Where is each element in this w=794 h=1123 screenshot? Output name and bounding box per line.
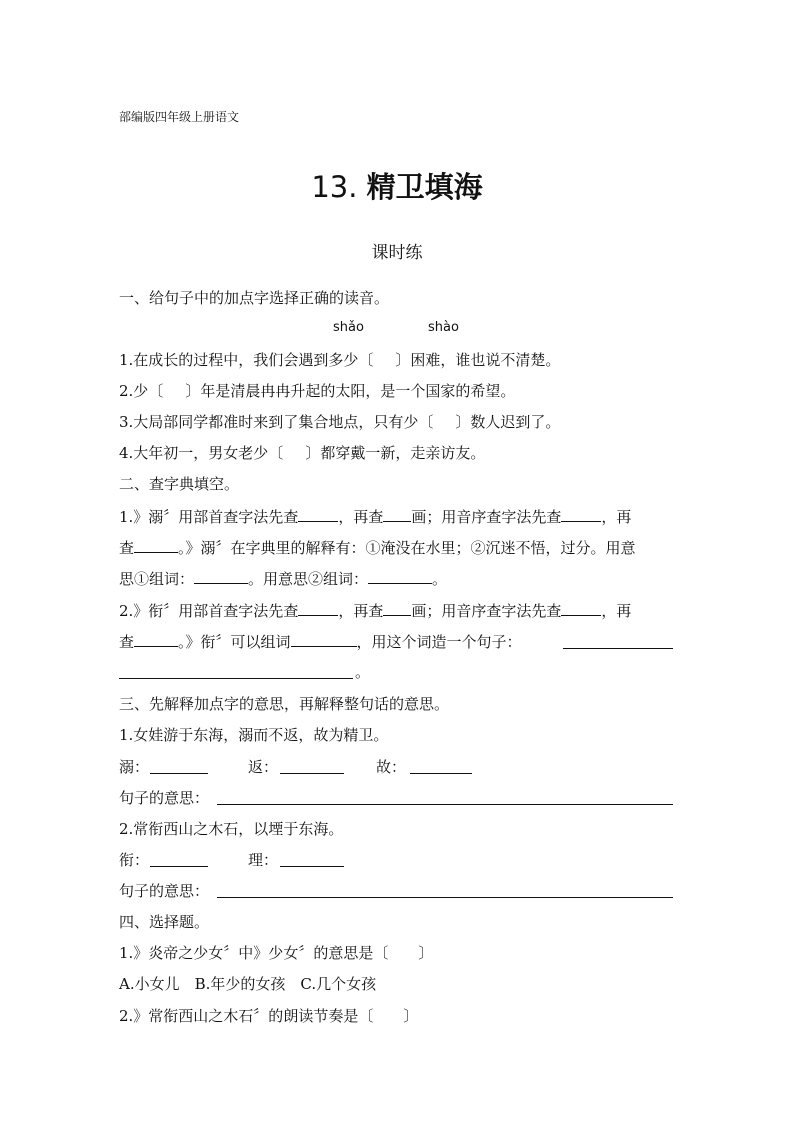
question-text: 〕都穿戴一新，走亲访友。 <box>305 444 486 462</box>
question-text: 画；用音序查字法先查 <box>411 602 562 620</box>
question-2-1-line-3 <box>119 568 447 589</box>
pinyin-option-1: shǎo <box>333 320 364 335</box>
choice-question-1: 1.》炎帝之少女〞中》少女〞的意思是〔 〕 <box>119 944 434 962</box>
question-text: 。》衔〞可以组词 <box>178 633 291 651</box>
word-返-label: 返： <box>248 758 279 776</box>
section-1-heading: 一、给句子中的加点字选择正确的读音。 <box>119 289 390 307</box>
answer-line[interactable] <box>280 865 344 867</box>
section-3-heading: 三、先解释加点字的意思，再解释整句话的意思。 <box>119 695 450 713</box>
question-text: ，再查 <box>338 602 384 620</box>
answer-blank[interactable] <box>291 631 357 647</box>
sentence-2: 2.常衔西山之木石，以堙于东海。 <box>119 820 344 838</box>
question-text: 〕年是清晨冉冉升起的太阳，是一个国家的希望。 <box>185 382 516 400</box>
answer-line[interactable] <box>150 772 208 774</box>
answer-blank[interactable] <box>561 506 601 522</box>
question-text: 〕困难，谁也说不清楚。 <box>395 351 561 369</box>
choice-question-2: 2.》常衔西山之木石〞的朗读节奏是〔 〕 <box>119 1007 419 1025</box>
question-text: 〕数人迟到了。 <box>455 413 561 431</box>
choice-options-1: A.小女儿 B.年少的女孩 C.几个女孩 <box>119 975 377 993</box>
answer-line[interactable] <box>280 772 344 774</box>
answer-blank[interactable] <box>561 600 601 616</box>
answer-line[interactable] <box>150 865 208 867</box>
answer-line[interactable] <box>217 803 673 805</box>
question-text: 3.大局部同学都准时来到了集合地点，只有少〔 <box>119 413 434 431</box>
question-text: 查 <box>119 539 135 557</box>
answer-blank[interactable] <box>383 506 411 522</box>
lesson-subtitle: 课时练 <box>371 243 423 263</box>
question-text: ，再 <box>601 602 632 620</box>
answer-blank[interactable] <box>134 537 178 553</box>
answer-line[interactable] <box>119 677 353 679</box>
lesson-name: 精卫填海 <box>366 170 483 204</box>
sentence-1: 1.女娃游于东海，溺而不返，故为精卫。 <box>119 726 389 744</box>
question-text: 思①组词： <box>119 570 195 588</box>
question-text: 查 <box>119 633 135 651</box>
answer-blank[interactable] <box>194 568 248 584</box>
answer-blank[interactable] <box>298 600 338 616</box>
question-2-1-line-2 <box>119 537 636 558</box>
answer-blank[interactable] <box>383 600 411 616</box>
question-1-1 <box>119 350 560 370</box>
question-text: 。》溺〞在字典里的解释有：①淹没在水里；②沉迷不悟，过分。用意 <box>178 539 636 557</box>
meaning-label-2: 句子的意思： <box>119 882 210 900</box>
question-1-2 <box>119 381 515 401</box>
question-text: 。 <box>432 570 448 588</box>
pinyin-option-2: shào <box>428 320 459 335</box>
word-衔-label: 衔： <box>119 851 150 869</box>
question-text: 1.》溺〞用部首查字法先查 <box>119 508 299 526</box>
question-text: 1.在成长的过程中，我们会遇到多少〔 <box>119 351 374 369</box>
question-text: ，用这个词造一个句子： <box>356 633 522 651</box>
question-2-2-line-1 <box>119 600 631 621</box>
meaning-label-1: 句子的意思： <box>119 789 210 807</box>
question-text: 4.大年初一，男女老少〔 <box>119 444 284 462</box>
answer-blank[interactable] <box>134 631 178 647</box>
word-故-label: 故： <box>376 758 407 776</box>
question-text: 画；用音序查字法先查 <box>411 508 562 526</box>
question-1-3 <box>119 412 560 432</box>
section-2-heading: 二、查字典填空。 <box>119 475 240 493</box>
question-text: 2.》衔〞用部首查字法先查 <box>119 602 299 620</box>
section-4-heading: 四、选择题。 <box>119 913 210 931</box>
answer-line[interactable] <box>410 772 472 774</box>
answer-blank[interactable] <box>368 568 432 584</box>
word-理-label: 理： <box>248 851 279 869</box>
question-text: 2.少〔 <box>119 382 164 400</box>
answer-blank[interactable] <box>298 506 338 522</box>
lesson-title <box>0 165 794 206</box>
question-2-1-line-1 <box>119 506 631 527</box>
document-header: 部编版四年级上册语文 <box>119 110 240 124</box>
question-2-2-line-2 <box>119 631 522 652</box>
question-text: 。用意思②组词： <box>248 570 369 588</box>
question-2-2-end: 。 <box>355 663 371 681</box>
question-text: ，再 <box>601 508 632 526</box>
question-1-4 <box>119 443 485 463</box>
word-溺-label: 溺： <box>119 758 150 776</box>
answer-line[interactable] <box>563 647 673 649</box>
question-text: ，再查 <box>338 508 384 526</box>
answer-line[interactable] <box>217 896 673 898</box>
lesson-number: 13. <box>311 170 358 204</box>
